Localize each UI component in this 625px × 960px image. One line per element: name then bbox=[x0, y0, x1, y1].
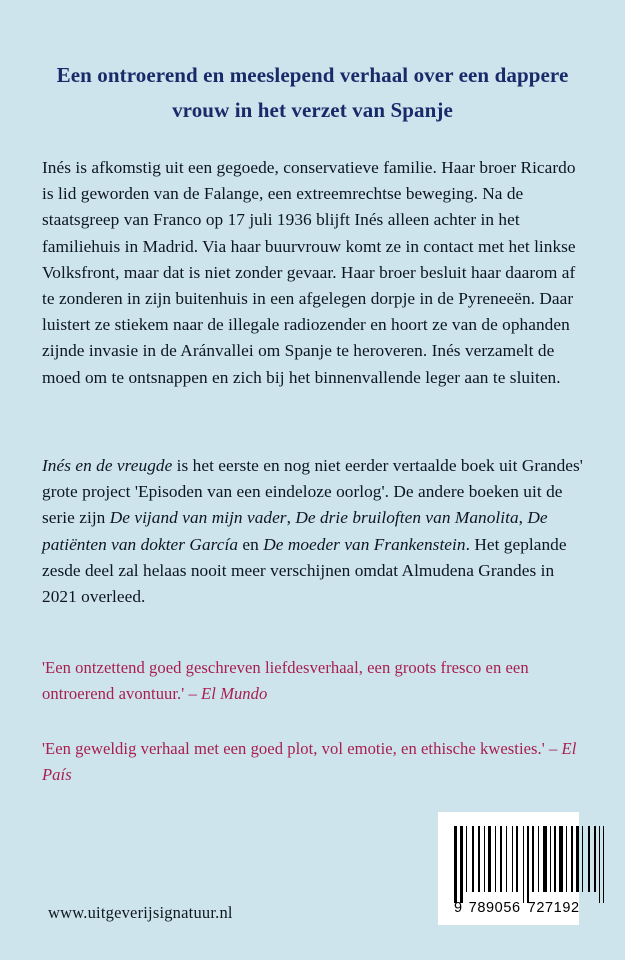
barcode-bar bbox=[472, 826, 474, 892]
barcode-bar bbox=[566, 826, 567, 892]
barcode-bar bbox=[500, 826, 502, 892]
review-quote-text: 'Een geweldig verhaal met een goed plot, vol emotie, en ethische kwesties.' – bbox=[42, 739, 562, 758]
barcode-bar bbox=[559, 826, 562, 892]
headline-line-2: vrouw in het verzet van Spanje bbox=[172, 98, 453, 122]
barcode-space bbox=[486, 826, 487, 892]
barcode-space bbox=[601, 826, 602, 892]
barcode-space bbox=[492, 826, 493, 892]
barcode-bar bbox=[527, 826, 528, 903]
barcode-space bbox=[497, 826, 499, 892]
barcode-digit-lead: 9 bbox=[454, 900, 463, 916]
barcode-space bbox=[519, 826, 522, 892]
barcode-space bbox=[481, 826, 483, 892]
blurb-text-synopsis: Inés is afkomstig uit een gegoede, conservatieve familie. Haar broer Ricardo is lid geworden van de Falange, een extreemrechtse beweging. Na de staatsgreep van Franco op 17 juli 1936 blijft Inés alleen achter in het familiehuis in Madrid. Via haar buurvrouw komt ze in contact met het linkse Volksfront, maar dat is niet zonder gevaar. Haar broer besluit haar daarom af te zonderen in zijn buitenhuis in een afgelegen dorpje in de Pyreneeën. Daar luistert ze stiekem naar de illegale radiozender en hoort ze van de ophanden zijnde invasie in de Aránvallei om Spanje te heroveren. Inés verzamelt de moed om te ontsnappen en zich bij het binnenvallende leger aan te sluiten. bbox=[42, 158, 576, 387]
barcode-space bbox=[475, 826, 476, 892]
barcode-bar bbox=[538, 826, 539, 892]
blurb-paragraph-one bbox=[42, 155, 583, 391]
barcode-bar bbox=[532, 826, 534, 892]
barcode-space bbox=[508, 826, 510, 892]
barcode-bar bbox=[571, 826, 573, 892]
series-text-2: , bbox=[286, 508, 296, 528]
barcode-space bbox=[514, 826, 515, 892]
barcode-bar bbox=[484, 826, 485, 892]
barcode-space bbox=[591, 826, 593, 892]
barcode-space bbox=[535, 826, 537, 892]
barcode-space bbox=[464, 826, 465, 892]
series-text-5: . Het geplande zesde deel zal helaas nooit meer verschijnen omdat Almudena Grandes in 2021 overleed. bbox=[42, 534, 567, 607]
barcode bbox=[438, 812, 579, 925]
barcode-bar bbox=[516, 826, 518, 892]
headline-line-1: Een ontroerend en meeslepend verhaal over een dappere bbox=[56, 63, 569, 87]
barcode-bar bbox=[582, 826, 583, 892]
barcode-bar bbox=[523, 826, 524, 903]
book-title-4: De patiënten van dokter García bbox=[42, 508, 548, 554]
barcode-bar bbox=[512, 826, 513, 892]
barcode-number bbox=[454, 900, 580, 916]
page-title bbox=[42, 58, 583, 128]
barcode-space bbox=[574, 826, 575, 892]
barcode-space bbox=[458, 826, 459, 892]
barcode-space bbox=[568, 826, 570, 892]
barcode-bar bbox=[460, 826, 462, 903]
barcode-bars bbox=[454, 826, 605, 899]
barcode-space bbox=[525, 826, 526, 892]
barcode-bar bbox=[454, 826, 457, 903]
barcode-bar bbox=[554, 826, 556, 892]
book-title-main: Inés en de vreugde bbox=[42, 456, 173, 475]
barcode-space bbox=[540, 826, 542, 892]
barcode-bar bbox=[576, 826, 578, 892]
barcode-digits-right: 727192 bbox=[527, 900, 580, 916]
barcode-space bbox=[503, 826, 505, 892]
barcode-space bbox=[552, 826, 553, 892]
barcode-bar bbox=[488, 826, 491, 892]
barcode-space bbox=[580, 826, 581, 892]
review-source-name: El País bbox=[42, 739, 577, 784]
barcode-space bbox=[530, 826, 531, 892]
review-quote-text: 'Een ontzettend goed geschreven liefdesverhaal, een groots fresco en een ontroerend avontuur.' – bbox=[42, 658, 529, 703]
barcode-bar bbox=[495, 826, 496, 892]
review-source-name: El Mundo bbox=[201, 683, 268, 703]
series-text-1: is het eerste en nog niet eerder vertaalde boek uit Grandes' grote project 'Episoden van een eindeloze oorlog'. De andere boeken uit de serie zijn bbox=[42, 456, 583, 528]
book-title-2: De vijand van mijn vader bbox=[109, 508, 287, 528]
barcode-bar bbox=[478, 826, 480, 892]
barcode-space bbox=[597, 826, 598, 892]
barcode-space bbox=[584, 826, 587, 892]
barcode-bar bbox=[543, 826, 546, 892]
barcode-bar bbox=[506, 826, 507, 892]
barcode-bar bbox=[594, 826, 595, 892]
barcode-bar bbox=[588, 826, 590, 892]
series-text-4: en bbox=[238, 534, 264, 554]
barcode-bar bbox=[603, 826, 604, 903]
barcode-space bbox=[557, 826, 558, 892]
series-text-3: , bbox=[518, 508, 528, 528]
book-title-5: De moeder van Frankenstein bbox=[263, 534, 466, 554]
review-quote-el-pais bbox=[42, 736, 583, 787]
blurb-text-series bbox=[42, 453, 583, 610]
barcode-bar bbox=[550, 826, 551, 892]
blurb-paragraph-two bbox=[42, 453, 583, 610]
barcode-digits-left: 789056 bbox=[468, 900, 521, 916]
book-title-3: De drie bruiloften van Manolita bbox=[295, 508, 519, 528]
barcode-bar bbox=[599, 826, 600, 903]
barcode-space bbox=[548, 826, 549, 892]
review-quote-el-mundo bbox=[42, 655, 583, 706]
barcode-bar bbox=[466, 826, 467, 892]
barcode-space bbox=[468, 826, 471, 892]
publisher-website-url: www.uitgeverijsignatuur.nl bbox=[48, 903, 233, 922]
barcode-space bbox=[564, 826, 565, 892]
